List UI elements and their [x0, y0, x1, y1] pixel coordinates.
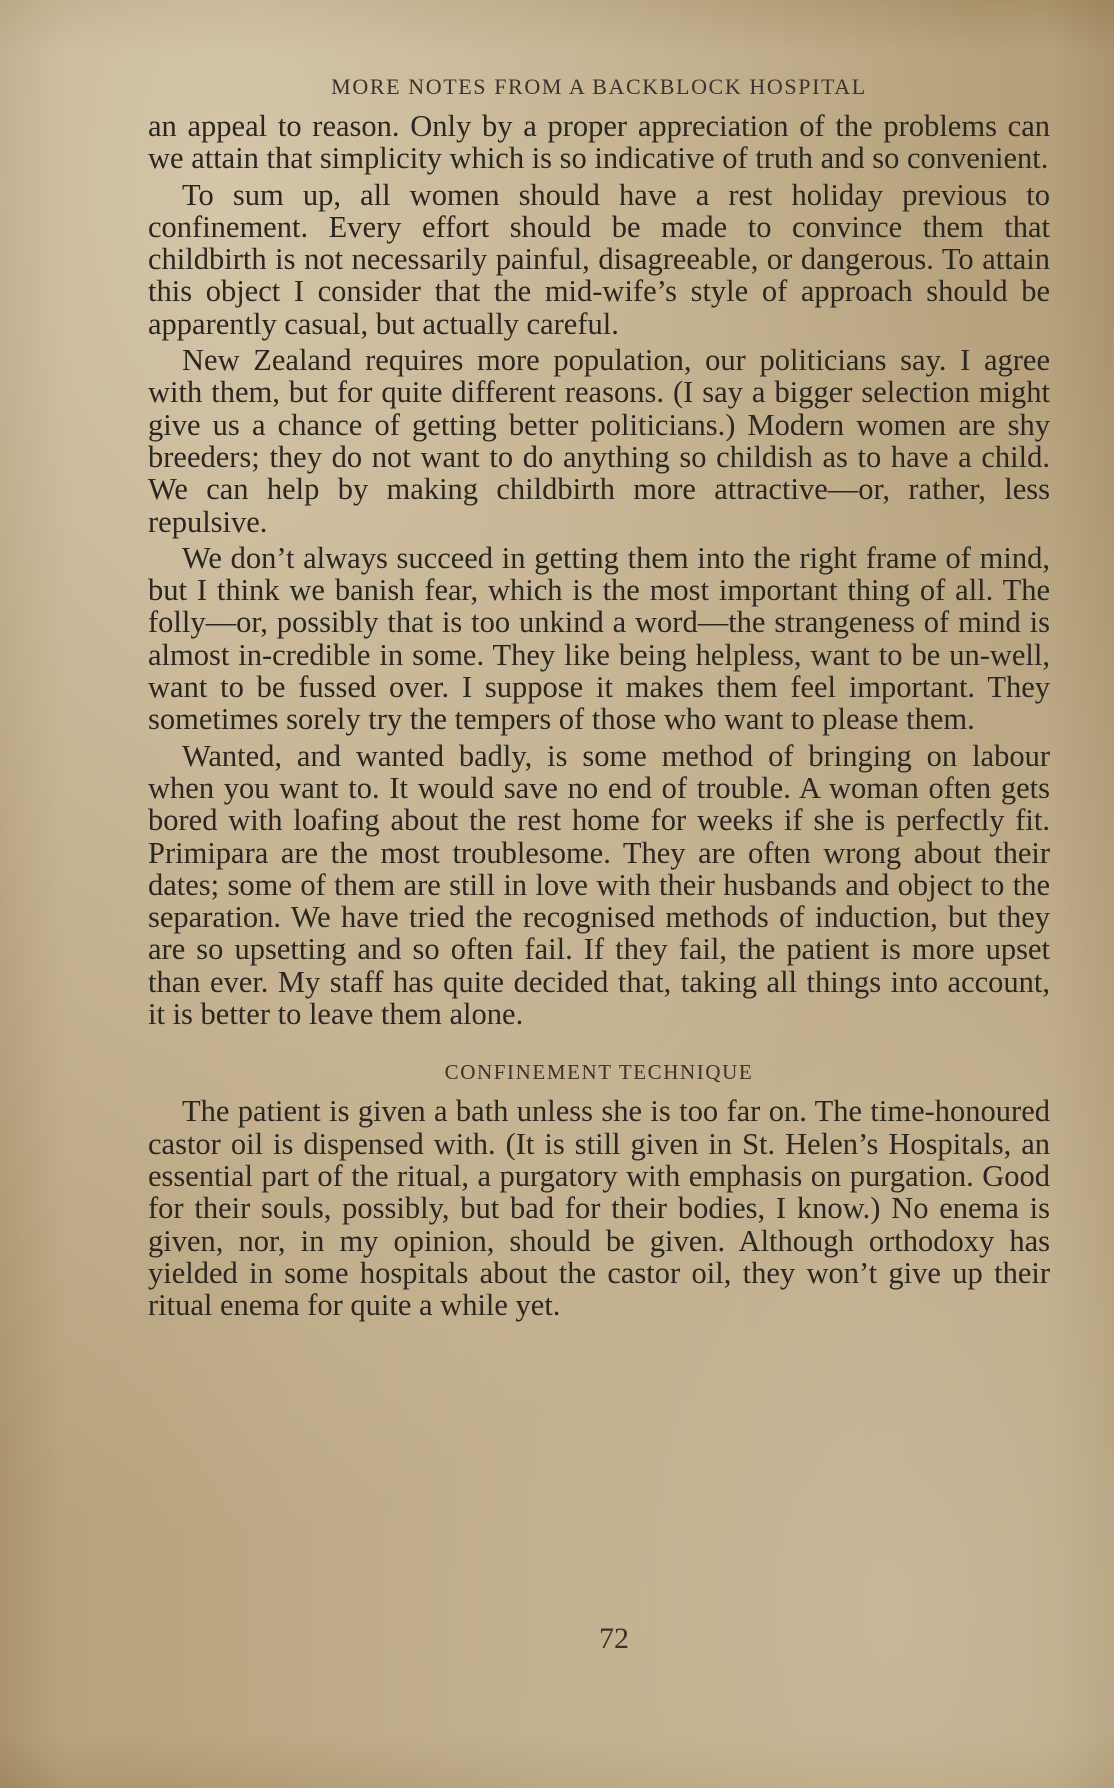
section-heading: CONFINEMENT TECHNIQUE: [444, 1060, 754, 1085]
body-text: [148, 110, 1050, 1325]
paragraph: To sum up, all women should have a rest holiday previous to confinement. Every effort should be made to convince them that childbirth is not necessarily painful, disagreeable, or dangerous. To attain this object I consider that the mid-wife’s style of approach should be apparently casual, but actually careful.: [148, 177, 1050, 341]
paragraph: New Zealand requires more population, our politicians say. I agree with them, but for quite different reasons. (I say a bigger selection might give us a chance of getting better politicians.) Modern women are shy breeders; they do not want to do anything so childish as to have a child. We can help by making childbirth more attractive—or, rather, less repulsive.: [148, 343, 1050, 539]
paragraph: The patient is given a bath unless she is too far on. The time-honoured castor oil is dispensed with. (It is still given in St. Helen’s Hospitals, an essential part of the ritual, a purgatory with emphasis on purgation. Good for their souls, possibly, but bad for their bodies, I know.) No enema is given, nor, in my opinion, should be given. Although orthodoxy has yielded in some hospitals about the castor oil, they won’t give up their ritual enema for quite a while yet.: [148, 1094, 1050, 1323]
paragraph: an appeal to reason. Only by a proper appreciation of the problems can we attain that simplicity which is so indicative of truth and so convenient.: [148, 109, 1050, 176]
paragraph: We don’t always succeed in getting them into the right frame of mind, but I think we banish fear, which is the most important thing of all. The folly—or, possibly that is too unkind a word—the strangeness of mind is almost in-credible in some. They like being helpless, want to be un-well, want to be fussed over. I suppose it makes them feel important. They sometimes sorely try the tempers of those who want to please them.: [148, 540, 1050, 737]
page-number: 72: [599, 1622, 629, 1655]
paragraph: Wanted, and wanted badly, is some method of bringing on labour when you want to. It would save no end of trouble. A woman often gets bored with loafing about the rest home for weeks if she is perfectly fit. Primipara are the most troublesome. They are often wrong about their dates; some of them are still in love with their husbands and object to the separation. We have tried the recognised methods of induction, but they are so upsetting and so often fail. If they fail, the patient is more upset than ever. My staff has quite decided that, taking all things into account, it is better to leave them alone.: [148, 738, 1050, 1032]
running-head: MORE NOTES FROM A BACKBLOCK HOSPITAL: [331, 74, 867, 99]
